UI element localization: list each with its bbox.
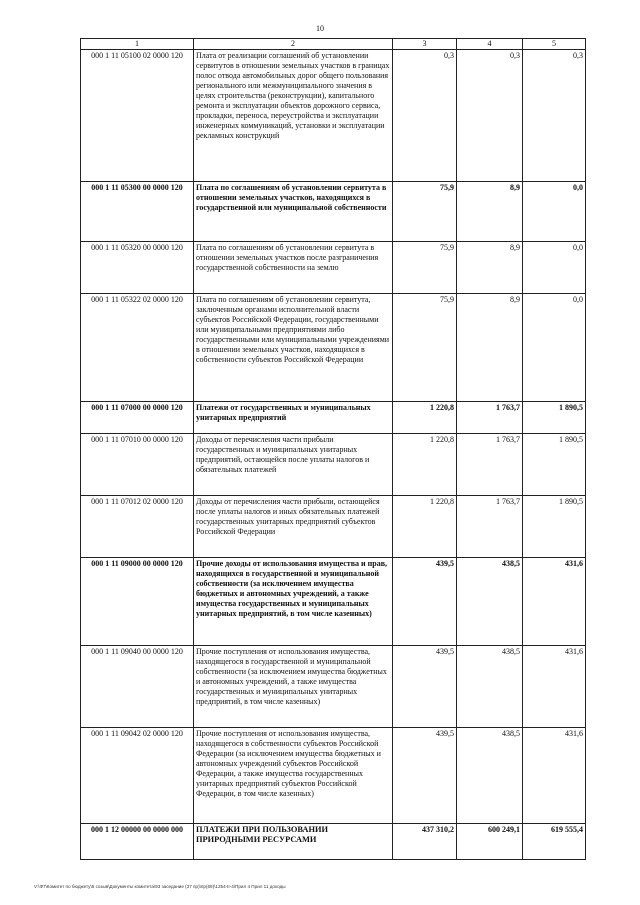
row-value-col5: 1 890,5 [523,402,586,434]
row-name: Платежи от государственных и муниципальных унитарных предприятий [194,402,393,434]
row-name: Плата по соглашениям об установлении сервитута в отношении земельных участков, находящихся в государственной или муниципальной собственности [194,182,393,242]
row-value-col5: 0,0 [523,242,586,294]
row-code: 000 1 11 09042 02 0000 120 [81,728,194,824]
row-code: 000 1 11 09040 00 0000 120 [81,646,194,728]
row-name: Доходы от перечисления части прибыли государственных и муниципальных унитарных предприятий, остающейся после уплаты налогов и обязательных платежей [194,434,393,496]
row-name: Прочие поступления от использования имущества, находящегося в собственности субъектов Российской Федерации (за исключением имущества бюджетных и автономных учреждений субъектов Российской Федерации, а также имущества государственных унитарных предприятий субъектов Российской Федерации, в том числе казенных) [194,728,393,824]
row-name: ПЛАТЕЖИ ПРИ ПОЛЬЗОВАНИИ ПРИРОДНЫМИ РЕСУРСАМИ [194,824,393,860]
row-value-col3: 0,3 [393,50,457,182]
row-name: Плата от реализации соглашений об установлении сервитутов в отношении земельных участков в границах полос отвода автомобильных дорог общего пользования регионального или межмуниципального значения в целях строительства (реконструкции), капитального ремонта и эксплуатации объектов дорожного сервиса, прокладки, переноса, переустройства и эксплуатации инженерных коммуникаций, установки и эксплуатации рекламных конструкций [194,50,393,182]
row-value-col5: 0,0 [523,294,586,402]
row-value-col4: 1 763,7 [457,496,523,558]
row-code: 000 1 11 07000 00 0000 120 [81,402,194,434]
row-value-col4: 0,3 [457,50,523,182]
row-value-col5: 0,0 [523,182,586,242]
row-name: Прочие поступления от использования имущества, находящегося в государственной и муниципальной собственности (за исключением имущества бюджетных и автономных учреждений, а также имущества государственных и муниципальных унитарных предприятий, в том числе казенных) [194,646,393,728]
column-header-3: 3 [393,39,457,50]
table-row [81,50,586,182]
row-code: 000 1 11 07012 02 0000 120 [81,496,194,558]
row-value-col3: 437 310,2 [393,824,457,860]
row-code: 000 1 11 07010 00 0000 120 [81,434,194,496]
table-header-row [81,39,586,50]
row-name: Прочие доходы от использования имущества и прав, находящихся в государственной и муниципальной собственности (за исключением имущества бюджетных и автономных учреждений, а также имущества государственных и муниципальных унитарных предприятий, в том числе казенных) [194,558,393,646]
table-row [81,294,586,402]
row-value-col4: 1 763,7 [457,402,523,434]
table-row [81,182,586,242]
row-value-col4: 8,9 [457,294,523,402]
row-value-col4: 1 763,7 [457,434,523,496]
column-header-5: 5 [523,39,586,50]
table-row [81,242,586,294]
row-value-col5: 431,6 [523,558,586,646]
row-name: Плата по соглашениям об установлении сервитута, заключенным органами исполнительной власти субъектов Российской Федерации, государственными или муниципальными предприятиями либо государственными или муниципальными учреждениями в отношении земельных участков, находящихся в собственности субъектов Российской Федерации [194,294,393,402]
row-code: 000 1 11 09000 00 0000 120 [81,558,194,646]
row-value-col5: 0,3 [523,50,586,182]
row-value-col4: 438,5 [457,558,523,646]
row-value-col3: 1 220,8 [393,434,457,496]
row-value-col4: 600 249,1 [457,824,523,860]
row-code: 000 1 11 05100 02 0000 120 [81,50,194,182]
column-header-4: 4 [457,39,523,50]
row-value-col4: 8,9 [457,242,523,294]
file-path-footer: V:\Ф7\Комитет по бюджету\5 созыв\Документы комитета\93 заседание (37 пр)\пр(69)\1254-II-4\Прил 4 Прил 11 доходы [34,884,286,889]
table-row [81,646,586,728]
row-value-col5: 619 555,4 [523,824,586,860]
row-value-col3: 75,9 [393,182,457,242]
row-value-col4: 8,9 [457,182,523,242]
row-code: 000 1 11 05322 02 0000 120 [81,294,194,402]
row-value-col3: 75,9 [393,294,457,402]
table-row [81,728,586,824]
row-value-col5: 1 890,5 [523,434,586,496]
table-row [81,402,586,434]
page-number: 10 [316,24,324,33]
row-code: 000 1 11 05300 00 0000 120 [81,182,194,242]
row-name: Доходы от перечисления части прибыли, остающейся после уплаты налогов и иных обязательных платежей государственных унитарных предприятий субъектов Российской Федерации [194,496,393,558]
row-code: 000 1 11 05320 00 0000 120 [81,242,194,294]
row-name: Плата по соглашениям об установлении сервитута в отношении земельных участков после разграничения государственной собственности на землю [194,242,393,294]
row-value-col3: 439,5 [393,646,457,728]
table-row [81,496,586,558]
row-value-col5: 1 890,5 [523,496,586,558]
row-value-col3: 439,5 [393,558,457,646]
row-value-col3: 75,9 [393,242,457,294]
row-value-col5: 431,6 [523,728,586,824]
row-value-col4: 438,5 [457,728,523,824]
row-value-col3: 1 220,8 [393,402,457,434]
table-row [81,558,586,646]
row-value-col4: 438,5 [457,646,523,728]
table-row [81,434,586,496]
table-row [81,824,586,860]
row-code: 000 1 12 00000 00 0000 000 [81,824,194,860]
row-value-col3: 439,5 [393,728,457,824]
budget-revenue-table [80,38,586,860]
column-header-1: 1 [81,39,194,50]
column-header-2: 2 [194,39,393,50]
row-value-col5: 431,6 [523,646,586,728]
row-value-col3: 1 220,8 [393,496,457,558]
